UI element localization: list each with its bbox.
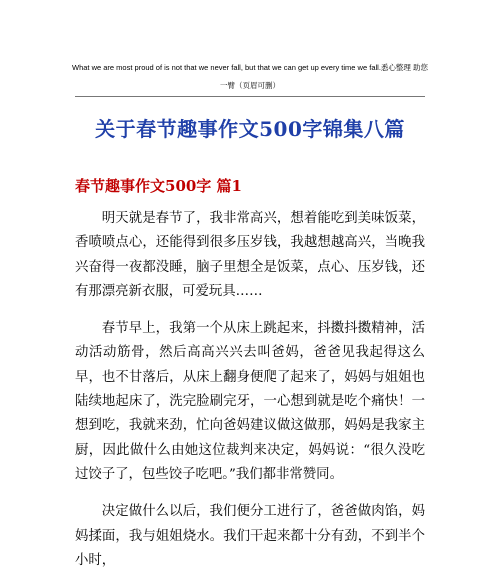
section-heading: 春节趣事作文500字 篇1 (75, 177, 242, 195)
document-body (75, 207, 425, 586)
paragraph: 决定做什么以后，我们便分工进行了，爸爸做肉馅，妈妈揉面，我与姐姐烧水。我们干起来都十分有劲，不到半个小时， (75, 504, 425, 568)
paragraph: 春节早上，我第一个从床上跳起来，抖擞抖擞精神，活动活动筋骨，然后高高兴兴去叫爸妈，爸爸见我起得这么早，也不甘落后，从床上翻身便爬了起来了，妈妈与姐姐也陆续地起床了，洗完脸刷完牙，一心想到就是吃个痛快！一想到吃，我就来劲，忙向爸妈建议做这做那，妈妈是我家主厨，因此做什么由她这位裁判来决定，妈妈说：“很久没吃过饺子了，包些饺子吃吧。”我们都非常赞同。 (75, 321, 425, 482)
header-quote: What we are most proud of is not that we never fall, but that we can get up every time we fall.悉心整理 助您 (72, 63, 428, 72)
header-note: 一臂（页眉可删） (220, 81, 280, 90)
header-divider (75, 96, 425, 97)
document-title: 关于春节趣事作文500字锦集八篇 (95, 117, 405, 141)
paragraph: 明天就是春节了，我非常高兴，想着能吃到美味饭菜，香喷喷点心，还能得到很多压岁钱，我越想越高兴，当晚我兴奋得一夜都没睡，脑子里想全是饭菜，点心、压岁钱，还有那漂亮新衣服，可爱玩具…… (75, 211, 425, 299)
